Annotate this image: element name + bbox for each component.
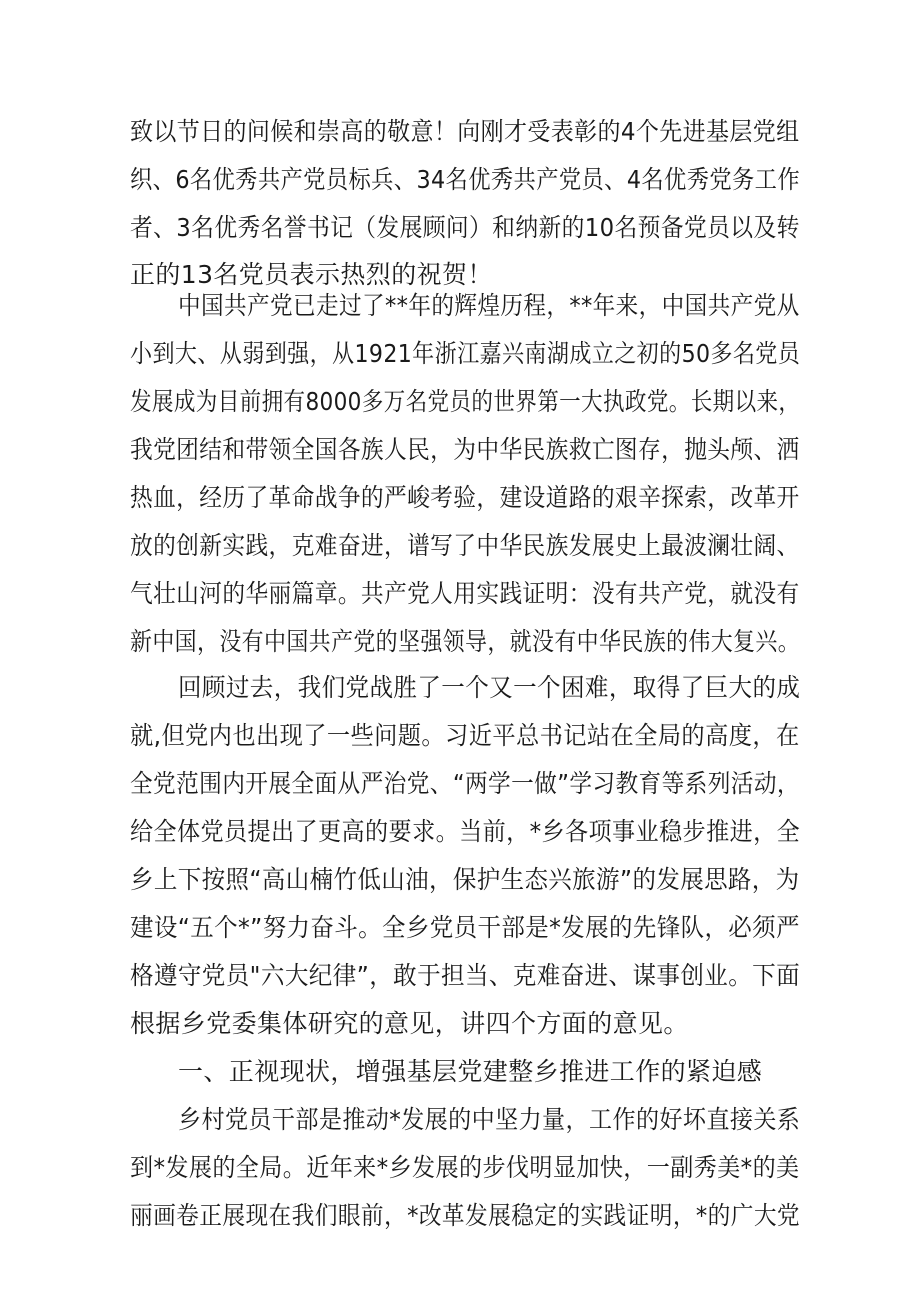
- text-line: 者、3名优秀名誉书记（发展顾问）和纳新的10名预备党员以及转: [130, 213, 800, 242]
- text-line: 小到大、从弱到强，从1921年浙江嘉兴南湖成立之初的50多名党员: [130, 339, 801, 368]
- text-line: 给全体党员提出了更高的要求。当前，*乡各项事业稳步推进，全: [130, 817, 801, 846]
- text-line: 我党团结和带领全国各族人民，为中华民族救亡图存，抛头颅、洒: [130, 435, 800, 464]
- text-line: 新中国，没有中国共产党的坚强领导，就没有中华民族的伟大复兴。: [130, 627, 801, 656]
- paragraph-first-line: 回顾过去，我们党战胜了一个又一个困难，取得了巨大的成: [178, 673, 801, 702]
- text-line: 热血，经历了革命战争的严峻考验，建设道路的艰辛探索，改革开: [130, 483, 800, 512]
- text-line: 致以节日的问候和崇高的敬意！向刚才受表彰的4个先进基层党组: [130, 117, 800, 146]
- text-line: 建设“五个*”努力奋斗。全乡党员干部是*发展的先锋队，必须严: [130, 913, 800, 942]
- paragraph-first-line: 中国共产党已走过了**年的辉煌历程，**年来，中国共产党从: [178, 291, 800, 320]
- text-line: 正的13名党员表示热烈的祝贺！: [130, 260, 493, 289]
- text-line: 根据乡党委集体研究的意见，讲四个方面的意见。: [130, 1009, 689, 1038]
- text-line: 格遵守党员"六大纪律”，敢于担当、克难奋进、谋事创业。下面: [130, 961, 801, 990]
- text-line: 全党范围内开展全面从严治党、“两学一做”学习教育等系列活动，: [130, 769, 800, 798]
- text-line: 乡上下按照“高山楠竹低山油，保护生态兴旅游”的发展思路，为: [130, 865, 800, 894]
- text-line: 放的创新实践，克难奋进，谱写了中华民族发展史上最波澜壮阔、: [130, 531, 800, 560]
- text-line: 织、6名优秀共产党员标兵、34名优秀共产党员、4名优秀党务工作: [130, 165, 800, 194]
- text-line: 发展成为目前拥有8000多万名党员的世界第一大执政党。长期以来，: [130, 387, 801, 416]
- text-line: 就,但党内也出现了一些问题。习近平总书记站在全局的高度，在: [130, 721, 800, 750]
- text-line: 丽画卷正展现在我们眼前，*改革发展稳定的实践证明，*的广大党: [130, 1201, 801, 1230]
- text-line: 到*发展的全局。近年来*乡发展的步伐明显加快，一副秀美*的美: [130, 1153, 800, 1182]
- text-line: 气壮山河的华丽篇章。共产党人用实践证明：没有共产党，就没有: [130, 579, 800, 608]
- paragraph-first-line: 乡村党员干部是推动*发展的中坚力量，工作的好坏直接关系: [178, 1105, 801, 1134]
- section-heading: 一、正视现状，增强基层党建整乡推进工作的紧迫感: [178, 1057, 763, 1086]
